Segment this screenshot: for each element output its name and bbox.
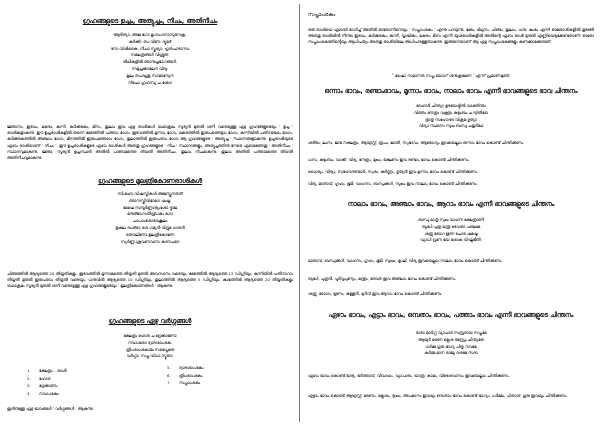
paragraph-moolatrikona: ചിങ്ങത്തിൽ ആദ്യത്തെ 20 തിയ്യതികളും, ഇടവത്തിൽ മൂന്നാമത്തെ തീയ്യതി മുതൽ അവസാനം വരെയും, മേടത്തിൽ ആദ്യത്തെ 12 ഡിഗ്രിയും, കന്നിയിൽ പതിനാറാം തീയ്യതി മുതൽ ഇരുപതാം തീയ്യതി വരെയും, ധനുവിൽ ആദ്യത്തെ 10 ഡിഗ്രിയും, തുലാത്തിൽ ആദ്യത്തെ 5 ഡിഗ്രിയും, കുംഭത്തിൽ ആദ്യത്തെ 20 തീയ്യതികളും യഥാക്രമം സൂര്യൻ മുതൽ ശനി വരെയുള്ള ഏഴു ഗ്രഹങ്ങളുടെയും ' മൂലത്രികോണങ്ങൾ ' ആകുന്നു.: [7, 271, 293, 289]
section-heading-bhava-7-10: ഏഴാം ഭാവം, എട്ടാം ഭാവം, ഒമ്പതാം ഭാവം, പത്താം ഭാവം എന്നീ ഭാവങ്ങളുടെ ചിന്തനം: [328, 312, 574, 319]
verse-block-bhava-1-4: [308, 103, 594, 130]
section-label-saptamsaka: സപ്താംശകം: [308, 12, 336, 18]
verse-line: മേഷേ സമ്പൂർണ്ണാര്യംശോ ദ്ഭാജ: [122, 204, 178, 210]
paragraph-uccha: ജ്ഞാനം, ഇടവം, മകരം, കന്നി, കർക്കടകം, മീനം, തുലാം ഇവ ഏഴു രാശികൾ യഥാക്രമം സൂര്യൻ മുതൽ ശനി വരെയുള്ള ഏഴു ഗ്രഹങ്ങളുടെയും ' ഉച്ച ' രാശികളാകുന്നു. ഈ ഉച്ചരാശികളിൽ തന്നെ മേടത്തിൽ പത്താം ഭാഗം, ഇടവത്തിൽ മൂന്നാം ഭാഗം, മകരത്തിൽ ഇരുപത്തെട്ടാം ഭാഗം, കന്നിയിൽ പതിനഞ്ചാം ഭാഗം, കർക്കടകത്തിൽ അഞ്ചാം ഭാഗം, മീനത്തിൽ ഇരുപത്തേഴാം ഭാഗം, തുലാത്തിൽ ഇരുപതാം ഭാഗം ആ ഗ്രഹങ്ങളുടെ ' അത്യുച്ച ' സ്ഥാനങ്ങളാകുന്നു. ഉച്ചരാശിയുടെ ഏഴാം രാശിയാണ് ' നീചം '. ഈ ഉച്ചരാശികളുടെ ഏഴാം രാശികൾ അതതു ഗ്രഹങ്ങളുടെ ' നീച ' സ്ഥാനങ്ങളും, അത്യുച്ചത്തിനു നേരെ ഏഴാമത്തേതു ' അതിനീചം ' സ്ഥാനവുമാകുന്നു. ജ്ഞാ, സൂര്യൻ ഉച്ചസ്ഥൻ അതിൽ പത്താമത്തെ തീയതി അതിനീചം. തുലാം നീചമാകുന്നു. തുലാം അതിൽ പത്താമത്തെ തീയതി അതിനീചവുമാകുന്നു.: [7, 124, 293, 161]
verse-line: നീചോ ഗ്രഹസ്യ ച ഭാഗേ: [128, 79, 172, 85]
verse-line: തൌലിനോ മൂലത്രികോണേ: [125, 231, 175, 237]
list-item: 6. ത്രിംശാംശകം: [167, 372, 203, 378]
list-item: 3. ദ്രേക്കാണം: [27, 383, 58, 389]
verse-line: ഭ്രാതൃ സഹോദര വിക്രമ ഭൃത്യാ: [425, 116, 477, 122]
verse-line: ആദിത്യാ: അജ ഗോ മൃഗാംഗനാസുരനക്ര-: [113, 32, 187, 37]
verse-line: മനുര്ഭാഗാതീവ്ര്ധകം ഗോ: [127, 211, 173, 217]
bhava-3-line: ധൈര്യം, വീര്യം, സഹോദരന്മാർ, സ്വരം, കർണ്ണം, ഭൃത്യൻ ഇവ മൂന്നാം ഭാവം കൊണ്ട് ചിന്തിക്കണം.: [308, 169, 479, 174]
left-column: [7, 0, 293, 426]
verse-line: ചാപാംശോഭവകൂലം: [132, 218, 168, 224]
verse-line: നക്ഷത്രങ്ങൾ വിശ്രുത:: [130, 52, 170, 58]
verse-line: വിത്തം നേത്രം വക്ത്രം കുടുംബം ച ദ്വിതീയേ: [413, 109, 489, 115]
verse-line: വിദ്യാ സ്ഥാനം സുഖ ബന്ധു ചതുർഥേ: [418, 123, 484, 129]
verse-line: ധർമ്മ ഗുരു ഭാഗ്യ പിതൃ നവമേ: [425, 343, 477, 349]
varga-list-right: [167, 364, 204, 387]
verse-block-uccha: [7, 32, 293, 86]
verse-line: ആയുർ മരണ ക്ലേശ രന്ധ്രേ ചിന്ത്യതേ: [418, 336, 484, 342]
verse-line: മൂലം തപദ്ധൂതു സാമാന്യേന: [126, 72, 174, 78]
varga-footer-text: ഇതിനുള്ള ഏഴു ഭാവങ്ങൾ ' വർഗ്ഗങ്ങൾ ' ആകുന്നു.: [7, 406, 94, 411]
verse-line: ദാരാ മാർഗ്ഗ വ്യാപാര സമ്പ്രദായ സപ്തമേ: [415, 330, 487, 335]
column-divider: [299, 4, 300, 422]
verse-line: ക്ഷേത്രം ഹോര ച ദ്രേക്കാണോ: [123, 333, 177, 338]
verse-block-bhava-7-10: [308, 330, 594, 357]
verse-line: ബന്ധു മാതൃ സുഖ വാഹന ക്ഷേത്രാണി: [417, 217, 485, 222]
list-item: 2. ഹോര: [27, 375, 51, 381]
section-heading-sapta-varga: ഗ്രഹങ്ങളുടെ ഏഴു വർഗ്ഗങ്ങൾ: [108, 318, 192, 325]
right-column: [308, 0, 594, 426]
verse-block-sapta-varga: [7, 333, 293, 360]
bhava-5-line: ബുദ്ധി, പുത്രൻ, പൂർവ്വപുണ്യം, മന്ത്രം, ദേവത ഇവ അഞ്ചാം ഭാവം കൊണ്ട് ചിന്തിക്കണം.: [308, 276, 457, 281]
bhava-1-line: ശരീരം, ലഗ്നം, ജന്മ നക്ഷത്രം, ആയുസ്സ്, രൂപം, ജാതി, സ്വഭാവം, ആരോഗ്യം ഇവയെല്ലാം ഒന്നാം ഭാവം കൊണ്ട് ചിന്തിക്കണം.: [308, 140, 525, 145]
verse-line: ന്നമുച്ചക്കാലേന വിദ്യ:: [131, 65, 169, 71]
verse-line: ഋക്ഷം ദംശ്ട്രാ ദശ ഗമ്യൻ വിദ്രുമ ധാരൻ: [115, 224, 185, 230]
verse-line: കർക്കി: ഝ വീണ: ദ്യുമദ്: [128, 38, 172, 44]
section-heading-bhava-1-4: ഒന്നാം ഭാവം, രണ്ടാംഭാവം, മൂന്നാം ഭാവം, നാലാം ഭാവം എന്നീ ഭാവങ്ങളുടെ ഭാവ ചിന്തനം: [324, 88, 578, 95]
verse-line: ബുദ്ധി പുത്ര മന്ത്ര ദേവതാ പഞ്ചമേ: [421, 223, 481, 229]
section-heading-uccha: ഗ്രഹങ്ങളുടെ ഉച്ചം, അത്യുച്ചം, നീചം, അതിനീചം: [82, 18, 218, 25]
verse-line: ത്രിംശാംശകശ്ച സപ്തൈതേ: [125, 346, 175, 352]
bhava-6-line: ശത്രു, രോഗം, ഋണം, കള്ളൻ, മുറിവ് ഇവ ആറാം ഭാവം കൊണ്ട് ചിന്തിക്കണം.: [308, 291, 443, 296]
verse-line: ദസ വിശികൈ: നീചാ സ്തൂര്യാ: ഹൃതപാദാനാം: [110, 45, 190, 51]
list-item: 5. ദ്വാദശാംശകം: [167, 365, 204, 370]
verse-line: കർമ്മ മാന രാജ്യ ദശമേ സദാ: [424, 350, 478, 356]
verse-line: വർഗ്ഗാ: സപ്ത വിധാ സ്മൃതാ:: [126, 353, 174, 359]
list-item: 4. നവാംശകം: [27, 390, 59, 396]
section-heading-bhava-4-6: നാലാം ഭാവം, അഞ്ചാം ഭാവം, ആറാം ഭാവം എന്നീ ഭാവങ്ങളുടെ ചിന്തനം: [347, 201, 555, 208]
verse-line: ദേഹാദി ചിന്ത്യാ ഉദയേശ്മിൽ വാക്തിന്തം: [416, 103, 486, 108]
pramana-quote: " മേഷാ സമാനത സപ്ത യോഗ് ശനുക്രമേണ ' എന്ന് പ്രമാണമുണ്ട്.: [391, 73, 511, 78]
verse-line: തിഥികളിൽ ഞാനുച്ചഭാഗങ്ങൾ-: [122, 59, 178, 65]
verse-line: സിംഹോ വിഷസ്തികൾ:അജസ്തൂനതത്: [117, 191, 183, 196]
verse-line: നവാംശോ ദ്വാദശാംശക:: [127, 339, 173, 345]
verse-line: ശത്രു രോഗ ഋണ ചോര ഷഷ്ഠേ: [424, 230, 478, 236]
verse-line: സ്വർണ്ണ ശ്രവണവാസ കരൗപമൗ: [120, 238, 180, 244]
list-item: 1. ക്ഷേത്രം – രാശി: [27, 368, 67, 373]
list-item: 7. സപ്താംശകം: [167, 380, 201, 386]
bhava-2-line: ധനം, കുടുംബം, വാക്ക്, വിദ്യ, നേത്രം, മുഖം, ഭക്ഷണം ഇവ രണ്ടാം ഭാവം കൊണ്ട് ചിന്തിക്കണം.: [308, 157, 470, 162]
bhava-4-line: വിദ്യ, മാതാവ്, ഗൃഹം, ഭൂമി, വാഹനം, ബന്ധുക്കൾ, സുഖം ഇവ നാലാം ഭാവം കൊണ്ട് ചിന്തിക്കണം.: [308, 181, 478, 186]
varga-list-left: [27, 367, 67, 397]
verse-block-moolatrikona: [7, 191, 293, 245]
verse-line: വ്യാധി വ്രണ ഭയ ശോക വിഘ്നഭീതി:: [420, 237, 482, 243]
paragraph-saptamsaka: ഒരു രാശിയെ ഏഴായി ഭാഗിച്ച് അതിൽ ഓരോന്നിനെയും ' സപ്താംശകം ' എന്നു പറയുന്നു. മേടം, മിഥുനം, ചിങ്ങം, തുലാം, ധനു, കുംഭം എന്നീ ഓജരാശികളിൽ തുടങ്ങി അതതു രാശിയിൽ നിന്നും ഇടവം, കർക്കടകം, കന്നി, വൃശ്ചികം, മകരം, മീനം എന്നീ യുഗ്മരാശികളിൽ അതിന്റെ ഏഴാം രാശി മുതൽ എണ്ണിയെടുക്കേണ്ടതാണ്. ഓരോ സപ്താംശകത്തിന്റെയും ആധിപത്യം അതതു രാശിയിലെ അധിപനുള്ളതാകുന്നു. ഇങ്ങനെയാണ് ആ ഏഴു സപ്താംശകങ്ങളും കണക്കാക്കേണ്ടത്.: [308, 27, 594, 45]
bhava-4-detail-line: മാതാവ്, ബന്ധുക്കൾ, വാഹനം, ഗൃഹം, ഭൂമി, സുഖം, കൃഷി, വിദ്യ ഇവയെല്ലാം നാലാം ഭാവം കൊണ്ട് ചിന്തിക്കണം.: [308, 258, 503, 263]
verse-line: ഞാനസ്ത്രീവിഭാഗേ ഷഷ്ഠ:: [128, 197, 172, 203]
verse-block-bhava-4-6: [308, 217, 594, 244]
bhava-8-10-line: എട്ടാം ഭാവം കൊണ്ട് ആയുസ്സ്, മരണം, ക്ലേശം, ദുഃഖം, അപമാനം ഇവയും ഒമ്പതാം ഭാവം കൊണ്ട് ഭാഗ്യം, ധർമ്മം, പിതാവ്, ഗുരു ഇവയും ചിന്തിക്കണം.: [308, 393, 568, 398]
bhava-7-line: ഏഴാം ഭാവം കൊണ്ട് ഭാര്യ, ഭർത്താവ്, വിവാഹം, വ്യാപാരം, യാത്ര, കാമം, വിദേശവാസം ഇവയെല്ലാം ചിന്തിക്കണം.: [308, 373, 510, 378]
section-heading-moolatrikona: ഗ്രഹങ്ങളുടെ മൂലത്രികോണരാശികൾ: [98, 178, 202, 185]
